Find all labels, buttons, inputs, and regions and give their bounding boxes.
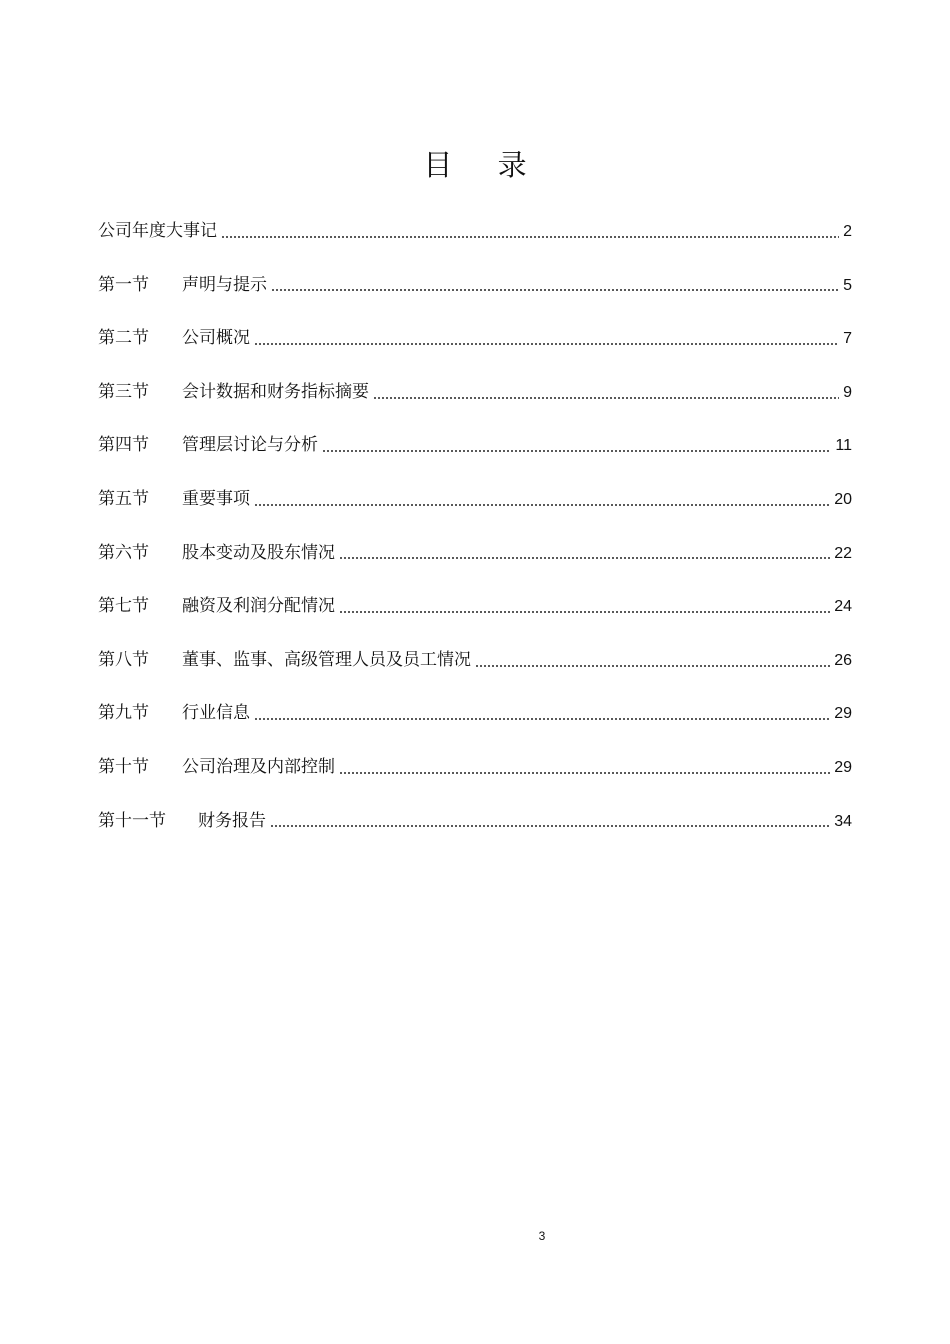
toc-leader-dots (339, 611, 830, 613)
toc-entry[interactable] (98, 589, 852, 643)
toc-leader-dots (254, 343, 839, 345)
toc-entry-text: 公司概况 (182, 328, 250, 349)
toc-entry-text: 财务报告 (198, 810, 266, 831)
toc-entry-text: 会计数据和财务指标摘要 (182, 381, 369, 402)
toc-entry-section: 第十节 (98, 756, 149, 777)
toc-entry-page: 24 (834, 598, 852, 616)
toc-entry-section: 第八节 (98, 649, 149, 670)
toc-entry[interactable] (98, 428, 852, 482)
toc-leader-dots (475, 665, 830, 667)
toc-entry[interactable] (98, 536, 852, 590)
toc-entry-text: 公司治理及内部控制 (182, 756, 335, 777)
toc-entry[interactable] (98, 750, 852, 804)
toc-entry-section: 第九节 (98, 703, 149, 724)
toc-entry-section: 第七节 (98, 596, 149, 617)
toc-entry-section: 第六节 (98, 542, 149, 563)
toc-entry-page: 11 (835, 437, 852, 455)
toc-entry-section: 第四节 (98, 435, 149, 456)
toc-list (98, 214, 852, 857)
toc-entry-text: 融资及利润分配情况 (182, 596, 335, 617)
toc-entry-page: 29 (834, 758, 852, 776)
page-number: 3 (538, 1229, 546, 1243)
toc-entry-section: 第十一节 (98, 810, 166, 831)
toc-entry-page: 22 (834, 544, 852, 562)
toc-entry-text: 管理层讨论与分析 (182, 435, 318, 456)
toc-entry[interactable] (98, 643, 852, 697)
toc-entry[interactable] (98, 804, 852, 858)
toc-leader-dots (322, 450, 831, 452)
toc-entry[interactable] (98, 482, 852, 536)
toc-leader-dots (271, 289, 839, 291)
toc-entry-page: 29 (834, 705, 852, 723)
toc-entry-page: 5 (843, 276, 852, 294)
toc-entry-page: 20 (834, 490, 852, 508)
toc-entry-page: 34 (834, 812, 852, 830)
toc-entry-text: 董事、监事、高级管理人员及员工情况 (182, 649, 471, 670)
toc-leader-dots (221, 236, 839, 238)
toc-entry[interactable] (98, 214, 852, 268)
toc-entry-text: 重要事项 (182, 488, 250, 509)
toc-title: 目 录 (423, 148, 545, 182)
toc-entry-page: 7 (843, 330, 852, 348)
toc-entry-text: 声明与提示 (182, 274, 267, 295)
toc-leader-dots (270, 825, 830, 827)
toc-entry-section: 第五节 (98, 488, 149, 509)
toc-entry-text: 公司年度大事记 (98, 221, 217, 241)
toc-leader-dots (373, 397, 839, 399)
toc-entry-section: 第一节 (98, 274, 149, 295)
toc-leader-dots (339, 772, 830, 774)
toc-entry[interactable] (98, 696, 852, 750)
toc-entry[interactable] (98, 268, 852, 322)
toc-entry-text: 股本变动及股东情况 (182, 542, 335, 563)
toc-entry[interactable] (98, 375, 852, 429)
toc-entry-text: 行业信息 (182, 703, 250, 724)
toc-entry-section: 第三节 (98, 381, 149, 402)
toc-entry-page: 26 (834, 651, 852, 669)
toc-entry[interactable] (98, 321, 852, 375)
toc-entry-page: 2 (843, 223, 852, 240)
toc-leader-dots (254, 504, 830, 506)
toc-entry-page: 9 (843, 383, 852, 401)
toc-leader-dots (339, 557, 830, 559)
toc-entry-section: 第二节 (98, 328, 149, 349)
toc-leader-dots (254, 718, 830, 720)
